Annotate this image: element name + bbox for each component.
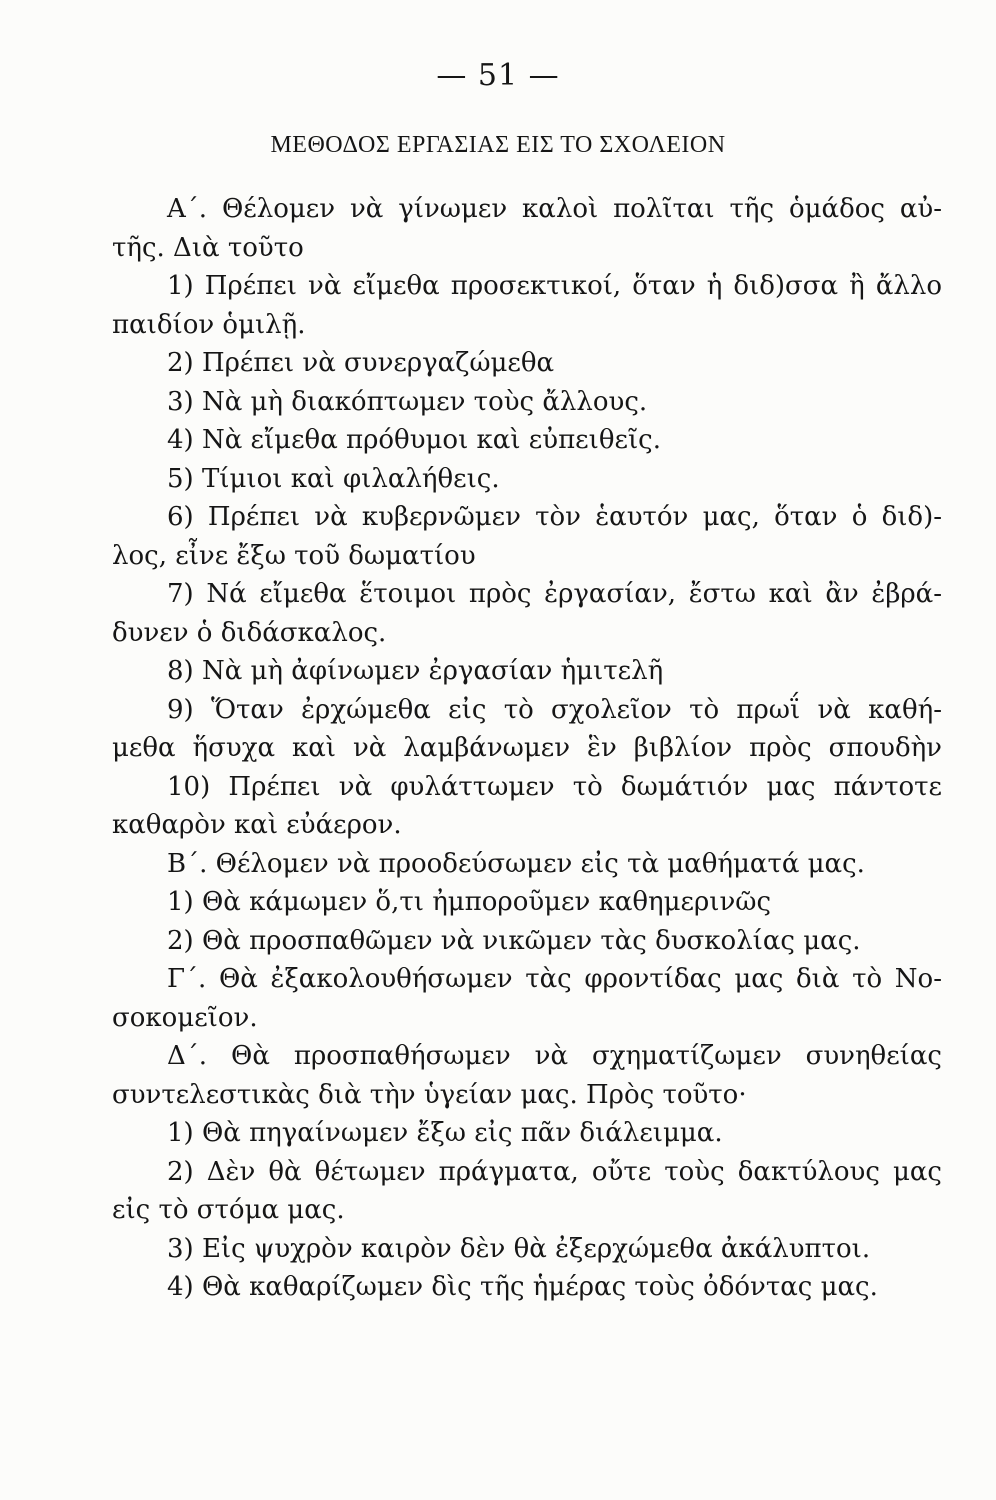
text-line: 1) Θὰ πηγαίνωμεν ἔξω εἰς πᾶν διάλειμμα. [167,1118,723,1148]
text-line: 9) Ὅταν ἐρχώμεθα εἰς τὸ σχολεῖον τὸ πρωΐ νὰ καθή- [167,694,942,725]
text-line: εἰς τὸ στόμα μας. [112,1195,345,1225]
text-line: 3) Νὰ μὴ διακόπτωμεν τοὺς ἄλλους. [167,386,648,417]
text-line: σοκομεῖον. [112,1002,258,1033]
text-line: 2) Πρέπει νὰ συνεργαζώμεθα [167,348,555,378]
text-line: παιδίον ὁμιλῇ. [112,309,306,340]
text-line: 1) Πρέπει νὰ εἴμεθα προσεκτικοί, ὅταν ἡ διδ)σσα ἢ ἄλλο [167,271,942,301]
text-line: μεθα ἥσυχα καὶ νὰ λαμβάνωμεν ἓν βιβλίον πρὸς σπουδὴν [112,733,942,763]
text-line: Δ΄. Θὰ προσπαθήσωμεν νὰ σχηματίζωμεν συνηθείας [167,1041,942,1071]
text-line: τῆς. Διὰ τοῦτο [112,232,304,263]
text-line: 6) Πρέπει νὰ κυβερνῶμεν τὸν ἑαυτόν μας, ὅταν ὁ διδ)- [167,502,942,532]
text-line: συντελεστικὰς διὰ τὴν ὑγείαν μας. Πρὸς τοῦτο· [112,1079,747,1110]
text-line: λος, εἶνε ἔξω τοῦ δωματίου [112,540,476,571]
running-title: ΜΕΘΟΔΟΣ ΕΡΓΑΣΙΑΣ ΕΙΣ ΤΟ ΣΧΟΛΕΙΟΝ [270,132,726,158]
text-line: 4) Νὰ εἴμεθα πρόθυμοι καὶ εὐπειθεῖς. [167,425,661,455]
text-line: 10) Πρέπει νὰ φυλάττωμεν τὸ δωμάτιόν μας πάντοτε [167,771,942,802]
text-line: 2) Θὰ προσπαθῶμεν νὰ νικῶμεν τὰς δυσκολίας μας. [167,925,861,956]
text-line: 3) Εἰς ψυχρὸν καιρὸν δὲν θὰ ἐξερχώμεθα ἀκάλυπτοι. [167,1233,871,1264]
text-line: 5) Τίμιοι καὶ φιλαλήθεις. [167,463,500,494]
text-line: καθαρὸν καὶ εὐάερον. [112,810,402,840]
page-number: — 51 — [436,58,560,93]
text-line: 1) Θὰ κάμωμεν ὅ,τι ἠμποροῦμεν καθημερινῶς [167,887,772,917]
body-text [112,190,942,1307]
text-line: Γ΄. Θὰ ἐξακολουθήσωμεν τὰς φροντίδας μας διὰ τὸ Νο- [167,964,942,994]
text-line: 7) Νά εἴμεθα ἕτοιμοι πρὸς ἐργασίαν, ἔστω καὶ ἂν ἐβρά- [167,579,942,609]
text-line: 8) Νὰ μὴ ἀφίνωμεν ἐργασίαν ἡμιτελῆ [167,656,664,686]
text-line: 2) Δὲν θὰ θέτωμεν πράγματα, οὔτε τοὺς δακτύλους μας [167,1156,942,1187]
text-line: Β΄. Θέλομεν νὰ προοδεύσωμεν εἰς τὰ μαθήματά μας. [167,848,865,879]
text-line: δυνεν ὁ διδάσκαλος. [112,617,387,648]
text-line: 4) Θὰ καθαρίζωμεν δὶς τῆς ἡμέρας τοὺς ὀδόντας μας. [167,1272,878,1302]
text-line: Α΄. Θέλομεν νὰ γίνωμεν καλοὶ πολῖται τῆς ὁμάδος αὐ- [167,194,942,224]
